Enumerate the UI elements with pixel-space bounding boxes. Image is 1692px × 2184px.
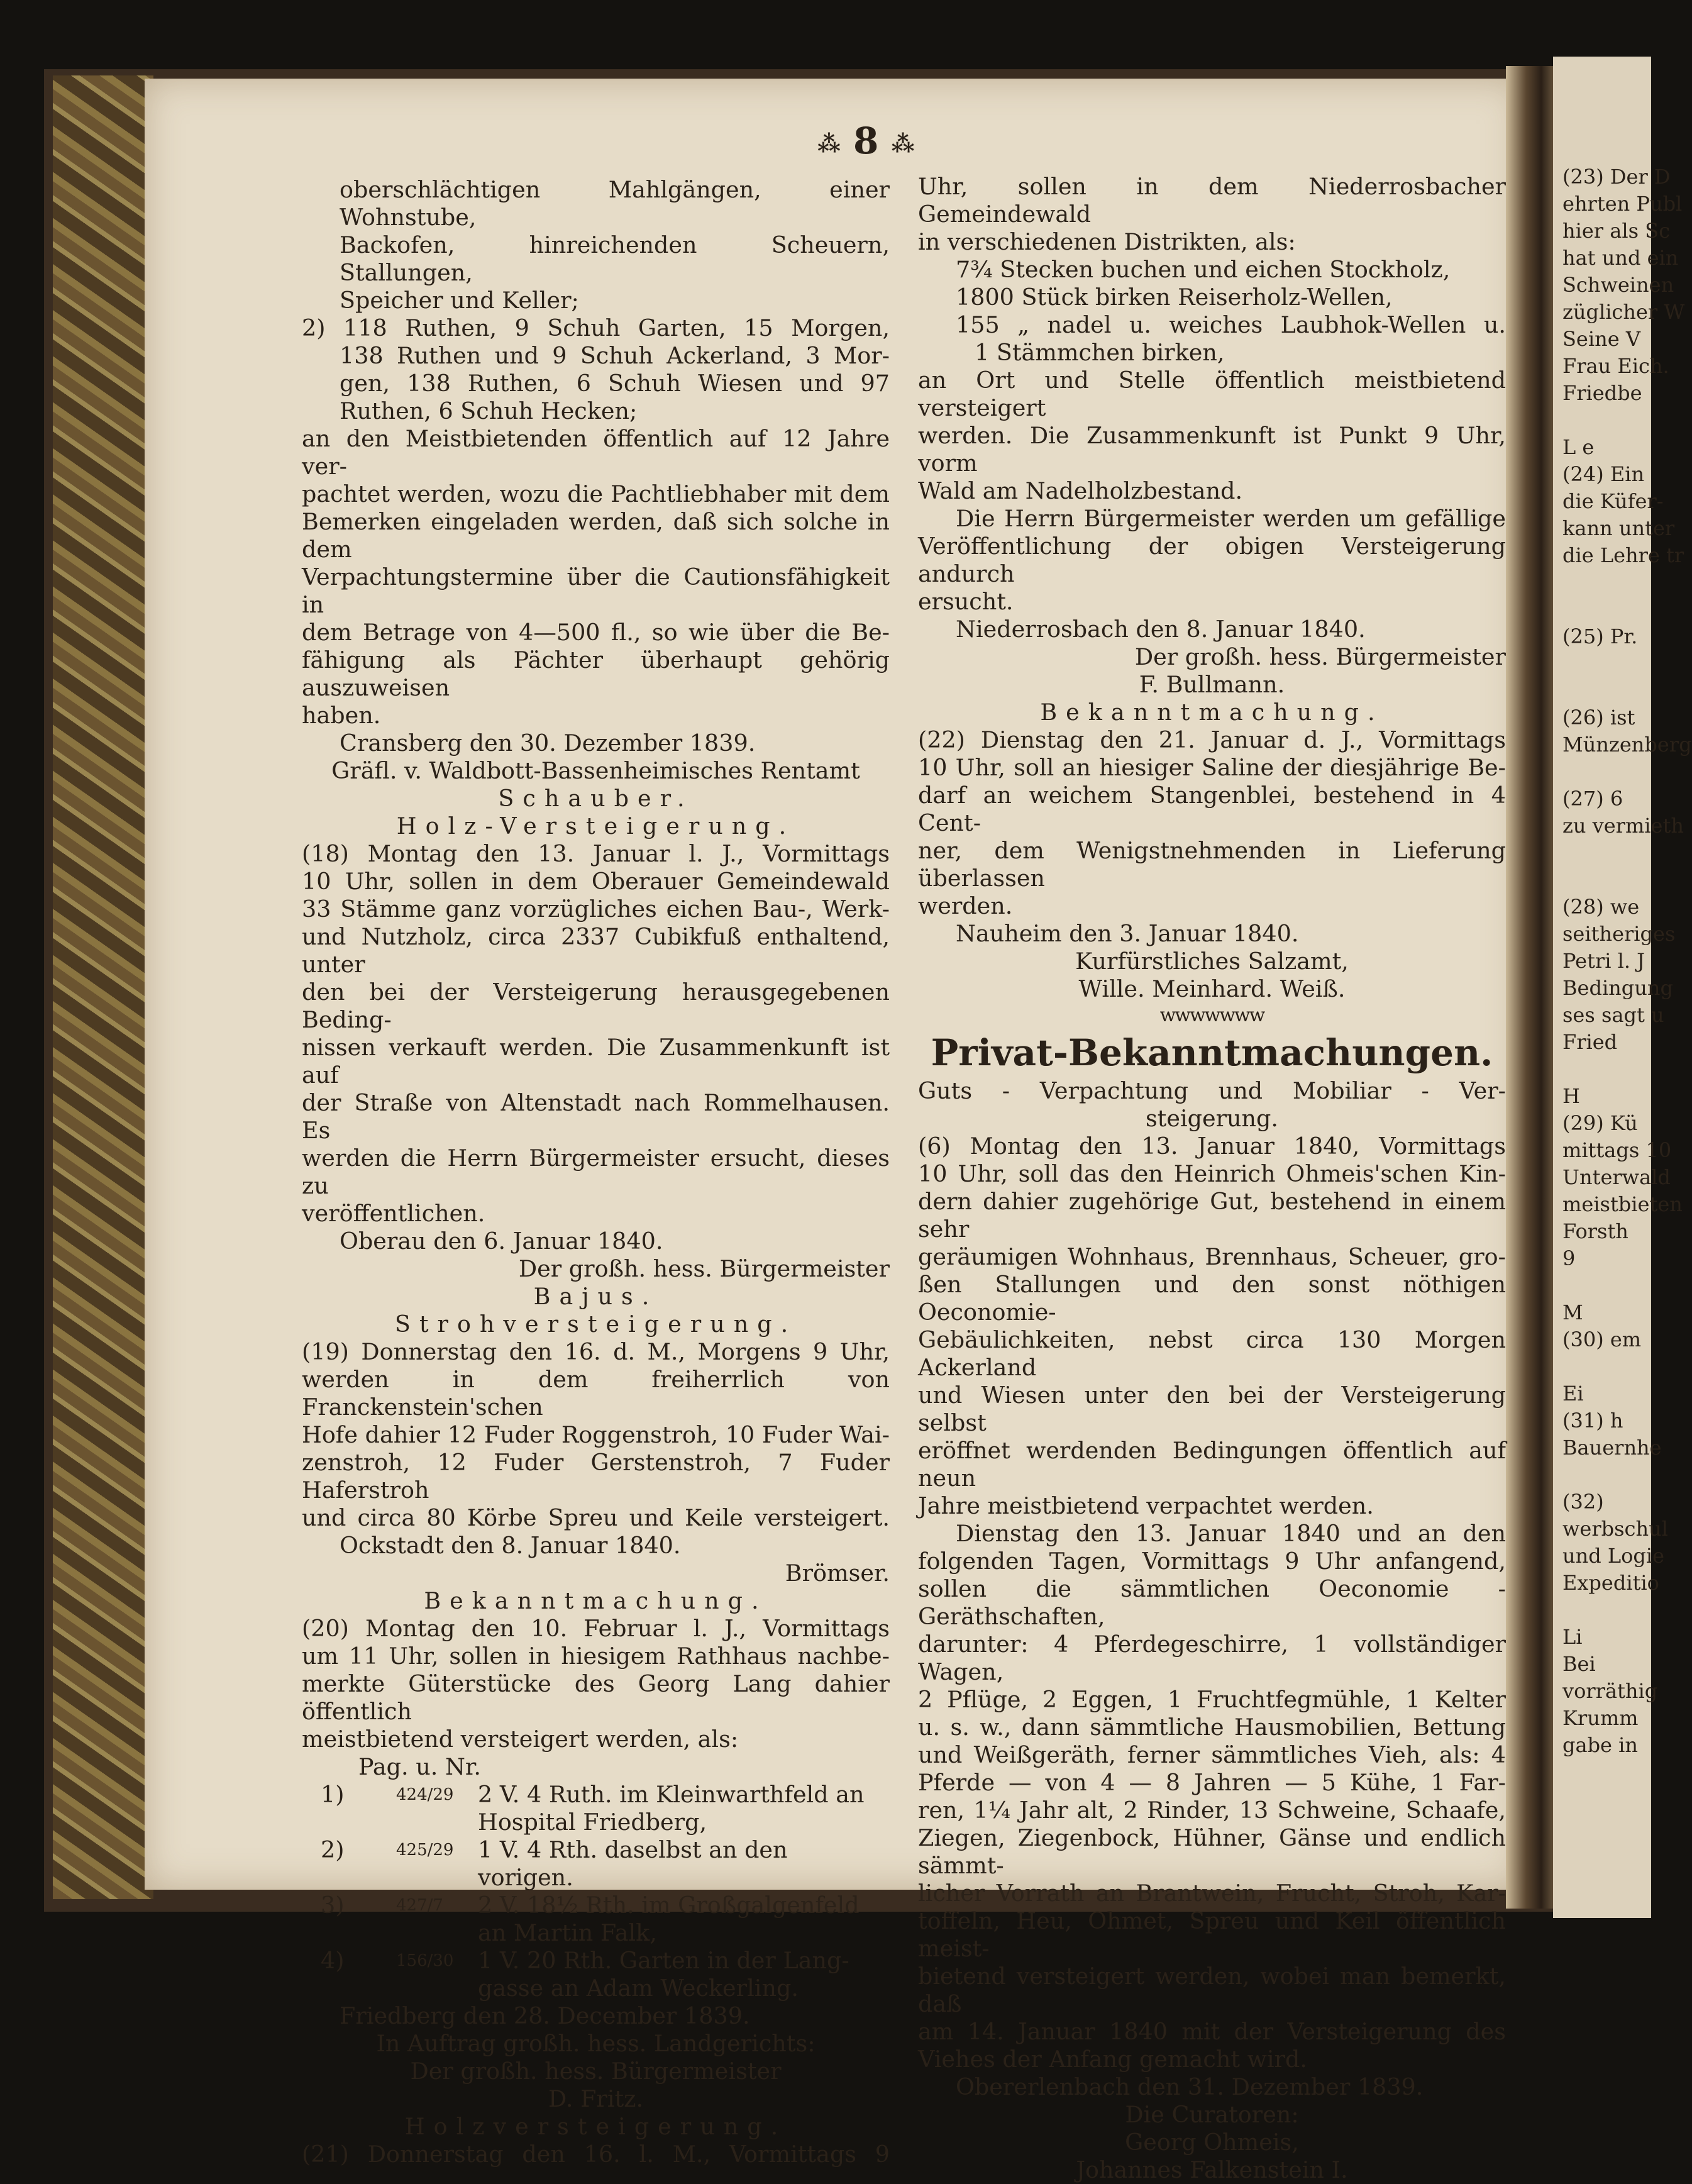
left-column [302,176,890,2168]
next-page-line: ses sagt u [1562,1003,1664,1027]
next-page-line [1562,677,1657,704]
text-line: eröffnet werdenden Bedingungen öffentlich auf neun [918,1437,1506,1492]
divider-ornament: wwwwwww [1159,1004,1264,1026]
text-line: toffeln, Heu, Ohmet, Spreu und Keil öffentlich meist- [918,1907,1506,1962]
text-line: am 14. Januar 1840 mit der Versteigerung des [918,2018,1506,2045]
text-line: Friedberg den 28. December 1839. [340,2002,750,2029]
text-line: u. s. w., dann sämmtliche Hausmobilien, Bettung [918,1714,1506,1741]
next-page-line: werbschul [1562,1517,1668,1541]
parcel-text: 2 V. 18½ Rth. im Großgalgenfeld [478,1892,860,1919]
parcel-page-ref: 424/29 [396,1785,454,1804]
next-page-line: Ei [1562,1382,1584,1405]
text-line: Veröffentlichung der obigen Versteigerung andurch [918,533,1506,587]
next-page-line: Fried [1562,1030,1618,1054]
parcel-page-ref: 427/7 [396,1896,443,1915]
next-page-line: Friedbe [1562,381,1642,405]
text-line: Viehes der Anfang gemacht wird. [918,2046,1307,2073]
text-line: ner, dem Wenigstnehmenden in Lieferung überlassen [918,837,1506,892]
next-page-line: Seine V [1562,327,1640,351]
next-page-line: mittags 10 [1562,1138,1672,1162]
next-page-line: Schweinen [1562,273,1674,297]
text-line: bietend versteigert werden, wobei man bemerkt, daß [918,1963,1506,2017]
next-page-line: vorräthig [1562,1679,1658,1703]
next-page-line: (29) Kü [1562,1111,1638,1135]
text-line: 2 Pflüge, 2 Eggen, 1 Fruchtfegmühle, 1 Kelter [918,1686,1506,1713]
parcel-row [302,1781,890,1809]
book-gutter [1506,66,1556,1909]
text-line: und Nutzholz, circa 2337 Cubikfuß enthaltend, unter [302,923,890,978]
text-line: und Wiesen unter den bei der Versteigerung selbst [918,1382,1506,1436]
text-line: Ziegen, Ziegenbock, Hühner, Gänse und endlich sämmt- [918,1824,1506,1879]
text-line: Pferde — von 4 — 8 Jahren — 5 Kühe, 1 Far- [918,1769,1506,1796]
next-page-line [1562,840,1657,867]
parcel-row [302,1809,890,1836]
next-page-line [1562,758,1657,785]
text-line: Der großh. hess. Bürgermeister [518,1255,890,1282]
text-line: an Ort und Stelle öffentlich meistbietend versteigert [918,367,1506,421]
text-line: Nauheim den 3. Januar 1840. [956,920,1299,947]
text-line: licher Vorrath an Brantwein, Frucht, Stroh, Kar- [918,1880,1506,1907]
next-page-line: Bedingung [1562,976,1673,1000]
text-line: Dienstag den 13. Januar 1840 und an den [956,1520,1506,1547]
text-line: Backofen, hinreichenden Scheuern, Stallungen, [340,231,890,286]
next-page-line [1562,867,1657,894]
text-line: um 11 Uhr, sollen in hiesigem Rathhaus nachbe- [302,1643,890,1670]
page-number: 8 [853,119,879,162]
text-line: sollen die sämmtlichen Oeconomie - Geräthschaften, [918,1575,1506,1630]
next-page-line: hat und ein [1562,246,1679,270]
next-page-line: seitheriges [1562,922,1676,946]
parcel-number [321,1809,396,1836]
next-page-line: (28) we [1562,895,1640,919]
next-page-line: die Küfer- [1562,489,1664,513]
text-line: Niederrosbach den 8. Januar 1840. [956,616,1366,643]
next-page-line: 9 [1562,1246,1576,1270]
text-line: Holz-Versteigerung. [396,812,795,840]
next-page-line [1562,1056,1657,1083]
text-line: Obererlenbach den 31. Dezember 1839. [956,2073,1424,2100]
text-line: Bekanntmachung. [424,1587,768,1614]
next-page-line: H [1562,1084,1580,1108]
text-line: Die Curatoren: [1125,2101,1299,2128]
text-line: veröffentlichen. [302,1200,485,1227]
text-line: merkte Güterstücke des Georg Lang dahier öffentlich [302,1670,890,1725]
text-line: D. Fritz. [548,2085,644,2112]
text-line: Verpachtungstermine über die Cautionsfähigkeit in [302,563,890,618]
text-line: ersucht. [918,588,1014,615]
text-line: Schauber. [498,785,694,812]
text-line: gen, 138 Ruthen, 6 Schuh Wiesen und 97 [340,370,890,397]
text-line: folgenden Tagen, Vormittags 9 Uhr anfangend, [918,1548,1506,1575]
text-line: fähigung als Pächter überhaupt gehörig auszuweisen [302,646,890,701]
text-line: Georg Ohmeis, [1125,2129,1299,2156]
parcel-number: 2) [321,1836,345,1863]
text-line: Pag. u. Nr. [358,1753,481,1780]
text-line: Bekanntmachung. [1040,699,1384,726]
text-line: pachtet werden, wozu die Pachtliebhaber mit dem [302,480,890,507]
next-page-line: Bauernhe [1562,1436,1662,1460]
parcel-number: 3) [321,1892,345,1919]
text-line: Jahre meistbietend verpachtet werden. [918,1492,1374,1519]
parcel-number [321,1919,396,1947]
text-line: ßen Stallungen und den sonst nöthigen Oeconomie- [918,1271,1506,1326]
parcel-page-ref [396,1919,478,1947]
text-line: darunter: 4 Pferdegeschirre, 1 vollständiger Wagen, [918,1631,1506,1685]
next-page-line [1562,1272,1657,1299]
parcel-row [302,1892,890,1919]
next-page-line: die Lehre tr [1562,543,1684,567]
text-line: und Weißgeräth, ferner sämmtliches Vieh, als: 4 [918,1741,1506,1768]
next-page-line: Li [1562,1625,1583,1649]
next-page-line: (25) Pr. [1562,624,1638,648]
text-line: Der großh. hess. Bürgermeister [1134,643,1506,670]
text-line: dem Betrage von 4—500 fl., so wie über die Be- [302,619,890,646]
parcel-number [321,1975,396,2002]
parcel-number: 4) [321,1947,345,1974]
text-line: werden in dem freiherrlich von Franckenstein'schen [302,1366,890,1421]
next-page-line: Münzenberg [1562,733,1692,757]
text-line: Gräfl. v. Waldbott-Bassenheimisches Rentamt [331,757,860,784]
text-line: Gebäulichkeiten, nebst circa 130 Morgen Ackerland [918,1326,1506,1381]
text-line: Guts - Verpachtung und Mobiliar - Ver- [918,1077,1506,1104]
next-page-line: Unterwald [1562,1165,1671,1189]
text-line: Die Herrn Bürgermeister werden um gefällige [956,505,1506,532]
parcel-page-ref: 156/30 [396,1951,454,1970]
ornament-left-icon: ⁂ [817,131,841,157]
text-line: werden die Herrn Bürgermeister ersucht, dieses zu [302,1145,890,1199]
text-line: Ockstadt den 8. Januar 1840. [340,1532,681,1559]
parcel-text: Hospital Friedberg, [478,1809,707,1836]
text-line: Ruthen, 6 Schuh Hecken; [340,397,638,424]
parcel-text: an Martin Falk, [478,1919,657,1946]
text-line: Holzversteigerung. [404,2113,787,2140]
parcel-page-ref [396,1809,478,1836]
text-line: (21) Donnerstag den 16. l. M., Vormittags 9 [302,2141,890,2168]
next-page-line: ehrten Publ [1562,192,1683,216]
text-line: Bajus. [533,1283,658,1310]
text-line: Hofe dahier 12 Fuder Roggenstroh, 10 Fuder Wai- [302,1421,890,1448]
text-line: Brömser. [785,1560,890,1587]
parcel-page-ref [396,1975,478,2002]
next-page-fragments [1562,164,1692,1759]
text-line: Uhr, sollen in dem Niederrosbacher Gemeindewald [918,173,1506,228]
text-line: Kurfürstliches Salzamt, [1075,948,1349,975]
next-page-line: meistbieten [1562,1192,1683,1216]
text-line: 10 Uhr, soll das den Heinrich Ohmeis'schen Kin- [918,1160,1506,1187]
parcel-number: 1) [321,1781,345,1808]
next-page-line: züglicher W [1562,300,1685,324]
next-page-line: (27) 6 [1562,787,1623,811]
text-line: der Straße von Altenstadt nach Rommelhausen. Es [302,1089,890,1144]
text-line: Speicher und Keller; [340,287,579,314]
next-page-line: und Logie [1562,1544,1665,1568]
text-line: 138 Ruthen und 9 Schuh Ackerland, 3 Mor- [340,342,890,369]
parcel-row [302,1919,890,1947]
parcel-row [302,1947,890,1975]
marbled-edge [53,75,153,1899]
text-line: Der großh. hess. Bürgermeister [410,2058,782,2085]
next-page-line [1562,1461,1657,1488]
text-line: zenstroh, 12 Fuder Gerstenstroh, 7 Fuder Haferstroh [302,1449,890,1504]
text-line: haben. [302,702,381,729]
text-line: oberschlächtigen Mahlgängen, einer Wohnstube, [340,176,890,231]
text-line: 7¾ Stecken buchen und eichen Stockholz, [956,256,1451,283]
text-line: Cransberg den 30. Dezember 1839. [340,729,756,757]
parcel-text: 1 V. 20 Rth. Garten in der Lang- [478,1947,849,1974]
next-page-line [1562,407,1657,434]
parcel-row [302,1975,890,2002]
parcel-text: 2 V. 4 Ruth. im Kleinwarthfeld an [478,1781,865,1808]
next-page-line: (31) h [1562,1409,1623,1433]
text-line: 10 Uhr, sollen in dem Oberauer Gemeindewald [302,868,890,895]
next-page-line: (30) em [1562,1328,1642,1351]
text-line: F. Bullmann. [1139,671,1285,698]
text-line: (19) Donnerstag den 16. d. M., Morgens 9 Uhr, [302,1338,890,1365]
next-page-line: Forsth [1562,1219,1628,1243]
next-page-line: zu vermieth [1562,814,1684,838]
parcel-list [302,1781,890,2002]
text-line: Wille. Meinhard. Weiß. [1078,975,1346,1002]
text-line: Johannes Falkenstein I. [1076,2156,1348,2183]
parcel-row [302,1836,890,1892]
parcel-text: 1 V. 4 Rth. daselbst an den vorigen. [478,1836,788,1891]
next-page-line: Bei [1562,1652,1596,1676]
text-line: Strohversteigerung. [394,1311,797,1338]
text-line: an den Meistbietenden öffentlich auf 12 Jahre ver- [302,425,890,480]
text-line: werden. [918,892,1013,919]
text-line: Bemerken eingeladen werden, daß sich solche in dem [302,508,890,563]
text-line: steigerung. [1145,1105,1279,1132]
next-page-line: Krumm [1562,1706,1639,1730]
text-line: darf an weichem Stangenblei, bestehend in 4 Cent- [918,782,1506,836]
text-line: nissen verkauft werden. Die Zusammenkunft ist auf [302,1034,890,1089]
next-page-line: M [1562,1300,1583,1324]
next-page-line [1562,1597,1657,1624]
text-line: ren, 1¼ Jahr alt, 2 Rinder, 13 Schweine, Schaafe, [918,1797,1506,1824]
next-page-line: L e [1562,435,1595,459]
next-page-line: kann unter [1562,516,1675,540]
text-line: Wald am Nadelholzbestand. [918,477,1243,504]
text-line: und circa 80 Körbe Spreu und Keile versteigert. [302,1504,890,1531]
next-page-line [1562,1353,1657,1380]
text-line: (6) Montag den 13. Januar 1840, Vormittags [918,1133,1506,1160]
text-line: Oberau den 6. Januar 1840. [340,1228,663,1255]
next-page-line [1562,650,1657,677]
text-line: (20) Montag den 10. Februar l. J., Vormittags [302,1615,890,1642]
next-page-line: gabe in [1562,1733,1638,1757]
text-line: (18) Montag den 13. Januar l. J., Vormittags [302,840,890,867]
text-line: dern dahier zugehörige Gut, bestehend in einem sehr [918,1188,1506,1243]
section-title: Privat-Bekanntmachungen. [931,1031,1493,1074]
next-page-line [1562,596,1657,623]
next-page-line: hier als Sc [1562,219,1670,243]
text-line: in verschiedenen Distrikten, als: [918,228,1296,255]
next-page-line: (23) Der D [1562,165,1671,189]
text-line: 1800 Stück birken Reiserholz-Wellen, [956,284,1393,311]
text-line: geräumigen Wohnhaus, Brennhaus, Scheuer, gro- [918,1243,1506,1270]
right-column [918,173,1506,2184]
parcel-page-ref: 425/29 [396,1841,454,1860]
next-page-line: Expeditio [1562,1571,1659,1595]
text-line: werden. Die Zusammenkunft ist Punkt 9 Uhr, vorm [918,422,1506,477]
text-line: In Auftrag großh. hess. Landgerichts: [376,2030,816,2057]
next-page-line: Frau Eich. [1562,354,1669,378]
text-line: 1 Stämmchen birken, [975,339,1225,366]
next-page-line: (24) Ein [1562,462,1645,486]
next-page-line: Petri l. J [1562,949,1645,973]
text-line: meistbietend versteigert werden, als: [302,1726,739,1753]
text-line: den bei der Versteigerung herausgegebenen Beding- [302,978,890,1033]
text-line: 155 „ nadel u. weiches Laubhok-Wellen u. [956,311,1506,338]
text-line: 33 Stämme ganz vorzügliches eichen Bau-, Werk- [302,895,890,923]
ornament-right-icon: ⁂ [891,131,915,157]
text-line: (22) Dienstag den 21. Januar d. J., Vormittags [918,726,1506,753]
next-page-line: (32) [1562,1490,1604,1514]
next-page-line: (26) ist [1562,706,1635,729]
page-header [817,119,914,162]
next-page-line [1562,569,1657,596]
text-line: 10 Uhr, soll an hiesiger Saline der diesjährige Be- [918,754,1506,781]
text-line: 2) 118 Ruthen, 9 Schuh Garten, 15 Morgen, [302,314,890,341]
parcel-text: gasse an Adam Weckerling. [478,1975,799,2002]
